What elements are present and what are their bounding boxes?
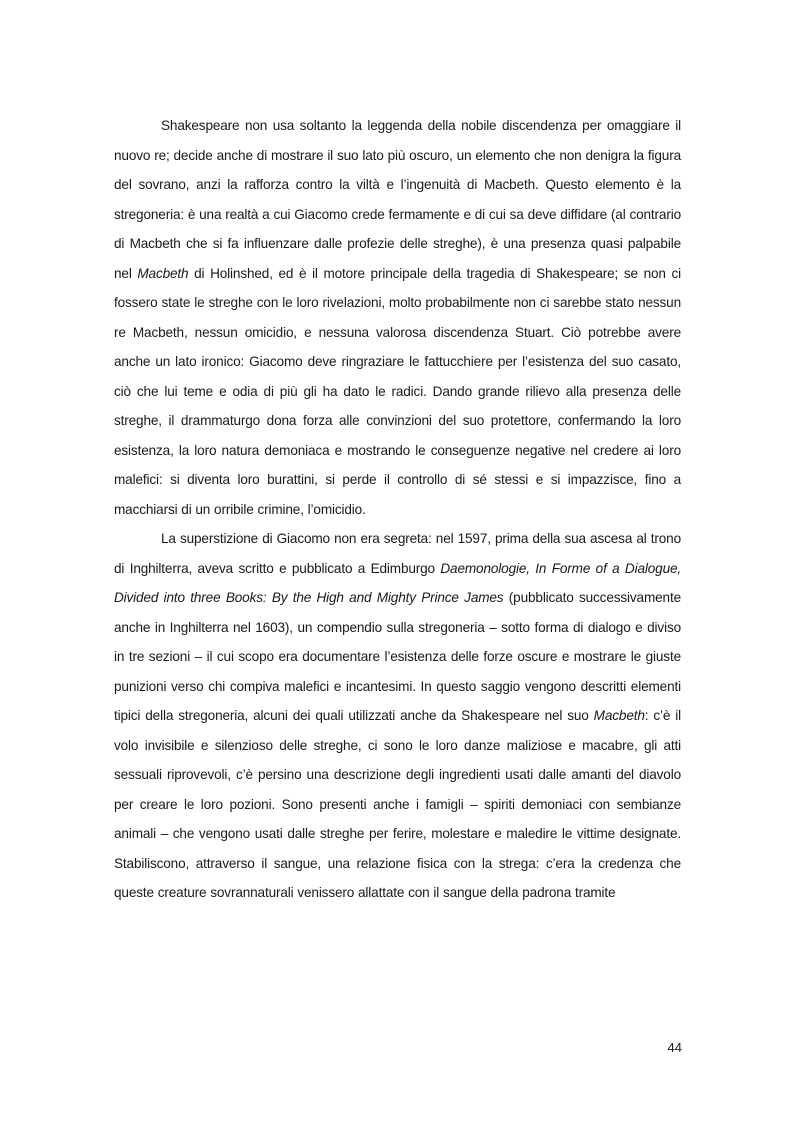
text-segment: (pubblicato successivamente anche in Inghilterra nel 1603), un compendio sulla stregoneria – sotto forma di dialogo e diviso in tre sezioni – il cui scopo era documentare l’esistenza delle forze oscure e mostrare le giuste punizioni verso chi compiva malefici e incantesimi. In questo saggio vengono descritti elementi tipici della stregoneria, alcuni dei quali utilizzati anche da Shakespeare nel suo — [114, 590, 681, 723]
paragraph — [114, 524, 681, 908]
italic-title: Macbeth — [137, 265, 189, 281]
page-body — [114, 111, 681, 908]
text-segment: Shakespeare non usa soltanto la leggenda della nobile discendenza per omaggiare il nuovo re; decide anche di mostrare il suo lato più oscuro, un elemento che non denigra la figura del sovrano, anzi la rafforza contro la viltà e l’ingenuità di Macbeth. Questo elemento è la stregoneria: è una realtà a cui Giacomo crede fermamente e di cui sa deve diffidare (al contrario di Macbeth che si fa influenzare dalle profezie delle streghe), è una presenza quasi palpabile nel — [114, 118, 681, 281]
text-segment: : c’è il volo invisibile e silenzioso delle streghe, ci sono le loro danze maliziose e macabre, gli atti sessuali riprovevoli, c’è persino una descrizione degli ingredienti usati dalle amanti del diavolo per creare le loro pozioni. Sono presenti anche i famigli – spiriti demoniaci con sembianze animali – che vengono usati dalle streghe per ferire, molestare e maledire le vittime designate. Stabiliscono, attraverso il sangue, una relazione fisica con la strega: c’era la credenza che queste creature sovrannaturali venissero allattate con il sangue della padrona tramite — [114, 708, 681, 900]
italic-title: Macbeth — [593, 708, 645, 723]
text-segment: La superstizione di Giacomo non era segreta: nel 1597, prima della sua ascesa al trono di Inghilterra, aveva scritto e pubblicato a Edimburgo — [114, 531, 681, 576]
italic-title: Daemonologie, In Forme of a Dialogue, Divided into three Books: By the High and Mighty Prince James — [114, 560, 682, 605]
paragraph — [114, 111, 681, 524]
page-number: 44 — [667, 1040, 682, 1055]
text-segment: di Holinshed, ed è il motore principale della tragedia di Shakespeare; se non ci fossero state le streghe con le loro rivelazioni, molto probabilmente non ci sarebbe stato nessun re Macbeth, nessun omicidio, e nessuna valorosa discendenza Stuart. Ciò potrebbe avere anche un lato ironico: Giacomo deve ringraziare le fattucchiere per l’esistenza del suo casato, ciò che lui teme e odia di più gli ha dato le radici. Dando grande rilievo alla presenza delle streghe, il drammaturgo dona forza alle convinzioni del suo protettore, confermando la loro esistenza, la loro natura demoniaca e mostrando le conseguenze negative nel credere ai loro malefici: si diventa loro burattini, si perde il controllo di sé stessi e si impazzisce, fino a macchiarsi di un orribile crimine, l’omicidio. — [114, 265, 681, 517]
